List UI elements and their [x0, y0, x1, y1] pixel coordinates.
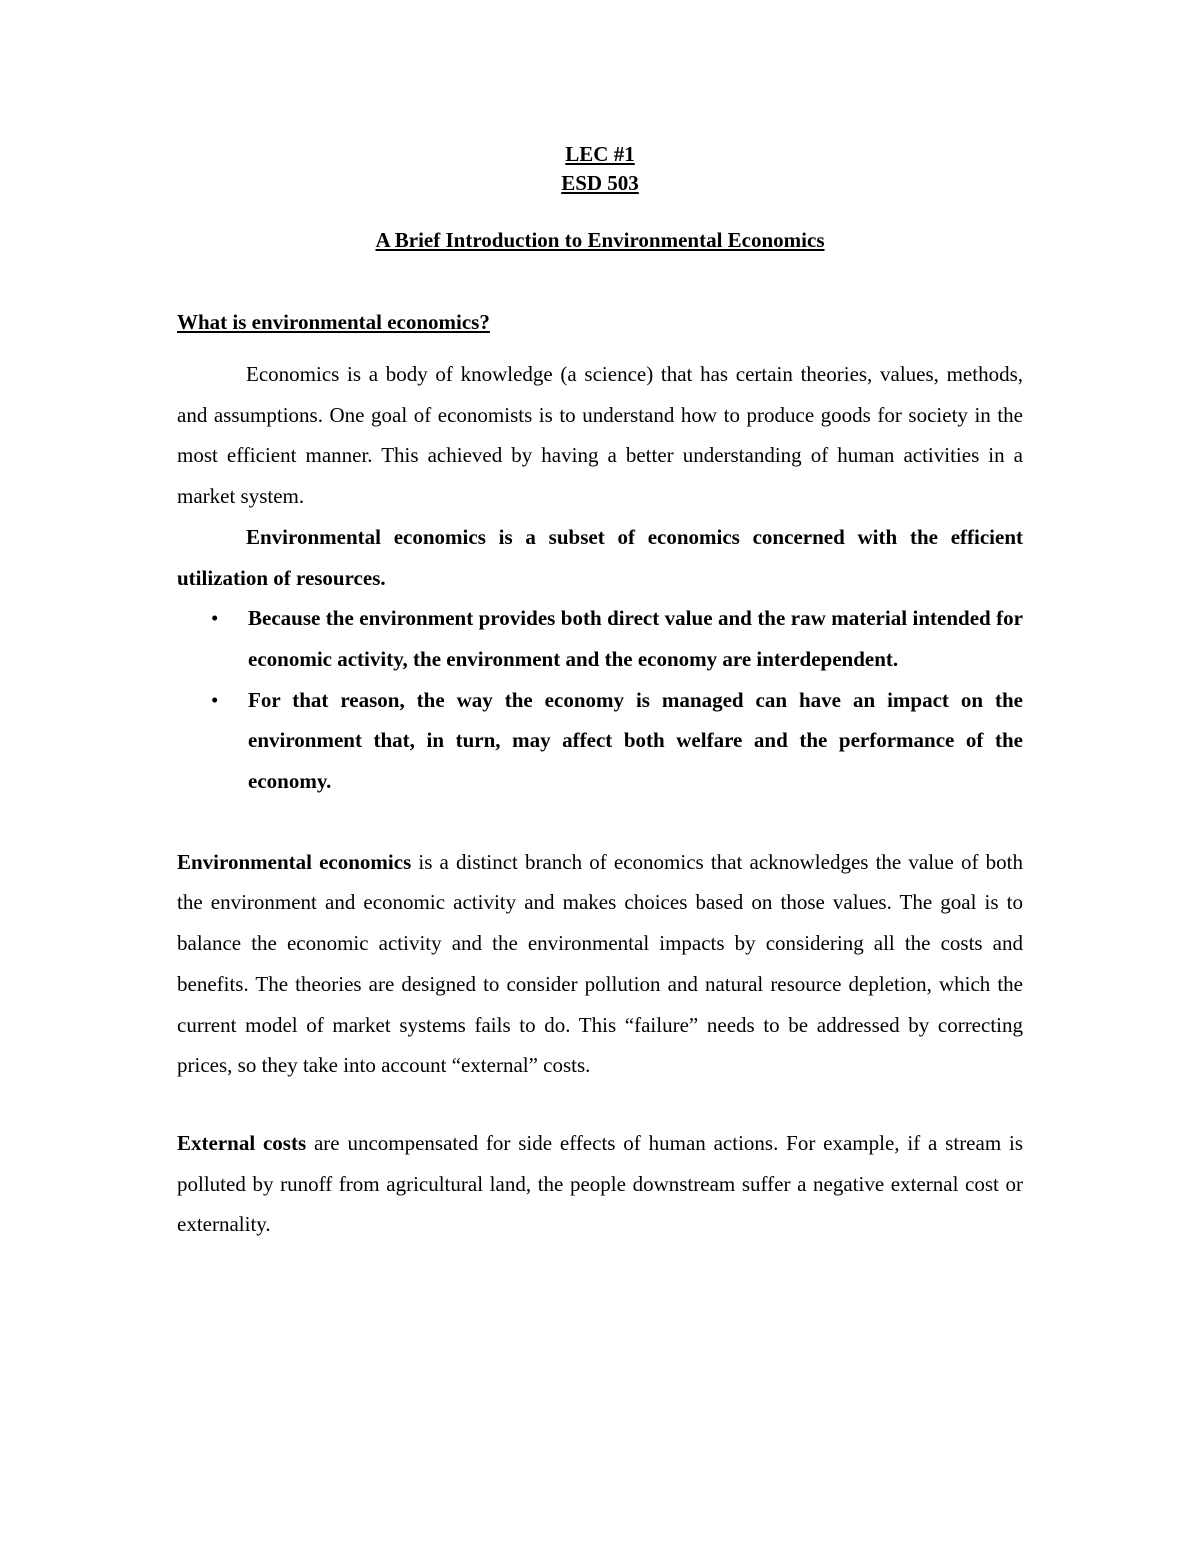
bullet-icon: •	[211, 687, 219, 712]
term-external-costs: External costs	[177, 1130, 307, 1155]
paragraph-text: are uncompensated for side effects of human actions. For example, if a stream is polluted by runoff from agricultural land, the people downstream suffer a negative external cost or externality.	[177, 1130, 1023, 1237]
paragraph-environmental-branch	[177, 842, 1023, 1086]
lecture-number: LEC #1	[565, 142, 635, 166]
list-item	[177, 680, 1023, 802]
paragraph-external-costs	[177, 1123, 1023, 1245]
document-header	[177, 140, 1023, 255]
paragraph-environmental-subset: Environmental economics is a subset of economics concerned with the efficient utilization of resources.	[177, 524, 1023, 590]
bullet-text: For that reason, the way the economy is managed can have an impact on the environment that, in turn, may affect both welfare and the performance of the economy.	[248, 687, 1023, 794]
paragraph-economics-definition: Economics is a body of knowledge (a science) that has certain theories, values, methods, and assumptions. One goal of economists is to understand how to produce goods for society in the most efficient manner. This achieved by having a better understanding of human activities in a market system.	[177, 362, 1023, 509]
bullet-icon: •	[211, 606, 219, 631]
bullet-text: Because the environment provides both direct value and the raw material intended for economic activity, the environment and the economy are interdependent.	[248, 606, 1023, 671]
bullet-list	[177, 598, 1023, 802]
section-heading: What is environmental economics?	[177, 310, 490, 334]
list-item	[177, 598, 1023, 679]
paragraph-text: is a distinct branch of economics that acknowledges the value of both the environment and economic activity and makes choices based on those values. The goal is to balance the economic activity and the environmental impacts by considering all the costs and benefits. The theories are designed to consider pollution and natural resource depletion, which the current model of market systems fails to do. This “failure” needs to be addressed by correcting prices, so they take into account “external” costs.	[177, 849, 1023, 1078]
term-environmental-economics: Environmental economics	[177, 849, 412, 874]
document-title: A Brief Introduction to Environmental Economics	[375, 228, 825, 252]
document-page	[177, 140, 1023, 1245]
course-code: ESD 503	[561, 171, 639, 195]
